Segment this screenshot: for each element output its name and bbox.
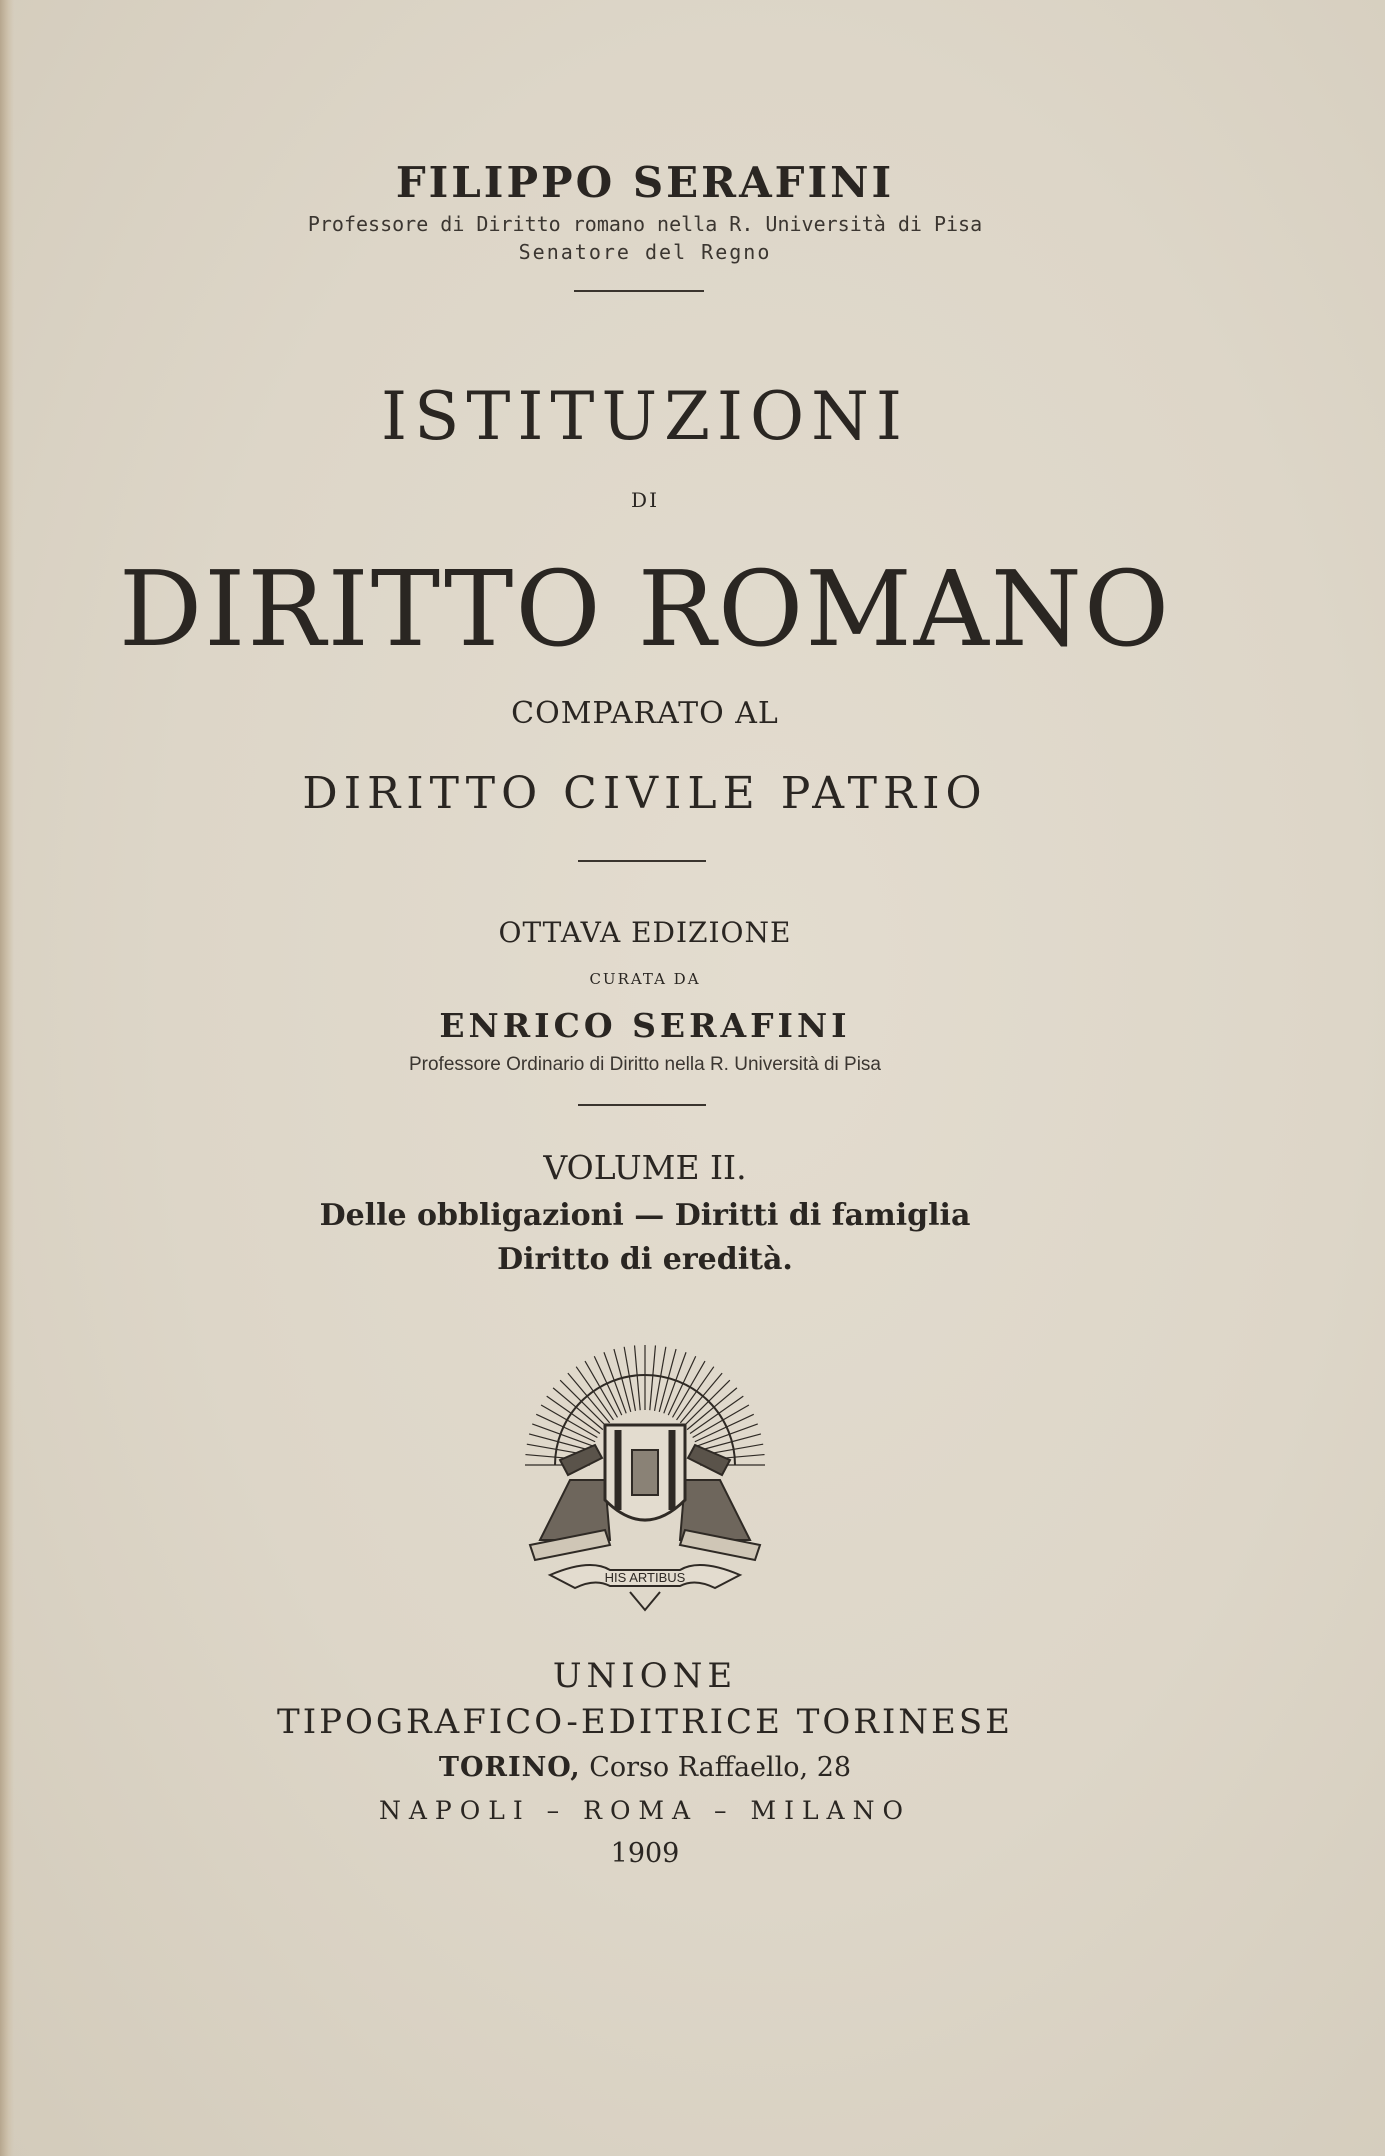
- publisher-line2: TIPOGRAFICO-EDITRICE TORINESE: [277, 1702, 1013, 1742]
- book-spine-edge: [0, 0, 14, 2156]
- volume-contents-line2: Diritto di eredità.: [497, 1242, 793, 1277]
- publisher-branches: NAPOLI – ROMA – MILANO: [379, 1796, 911, 1825]
- volume-contents-line1: Delle obbligazioni — Diritti di famiglia: [319, 1198, 971, 1233]
- publisher-street: Corso Raffaello, 28: [589, 1752, 852, 1783]
- emblem-motto: HIS ARTIBUS: [604, 1570, 686, 1585]
- title-line-di: DI: [631, 488, 659, 512]
- publisher-address: [0, 1752, 1290, 1783]
- title-line-main: DIRITTO ROMANO: [118, 548, 1172, 670]
- title-line-istituzioni: ISTITUZIONI: [381, 378, 909, 455]
- publisher-line1: UNIONE: [552, 1656, 738, 1696]
- editor-role: Professore Ordinario di Diritto nella R. Università di Pisa: [408, 1054, 881, 1075]
- curated-by-label: CURATA DA: [589, 970, 701, 988]
- divider-rule: [578, 1104, 706, 1106]
- volume-label: VOLUME II.: [543, 1148, 747, 1187]
- editor-name: ENRICO SERAFINI: [439, 1006, 851, 1045]
- publisher-emblem-icon: [510, 1330, 780, 1615]
- publisher-city: TORINO,: [438, 1752, 581, 1783]
- divider-rule: [578, 860, 706, 862]
- author-name: FILIPPO SERAFINI: [395, 158, 895, 207]
- edition-label: OTTAVA EDIZIONE: [498, 916, 792, 949]
- publication-year: 1909: [610, 1838, 680, 1869]
- title-line-civile-patrio: DIRITTO CIVILE PATRIO: [302, 768, 988, 819]
- divider-rule: [574, 290, 704, 292]
- title-line-comparato: COMPARATO AL: [511, 696, 779, 731]
- author-role-line1: Professore di Diritto romano nella R. Università di Pisa: [307, 212, 983, 236]
- author-role-line2: Senatore del Regno: [518, 240, 772, 264]
